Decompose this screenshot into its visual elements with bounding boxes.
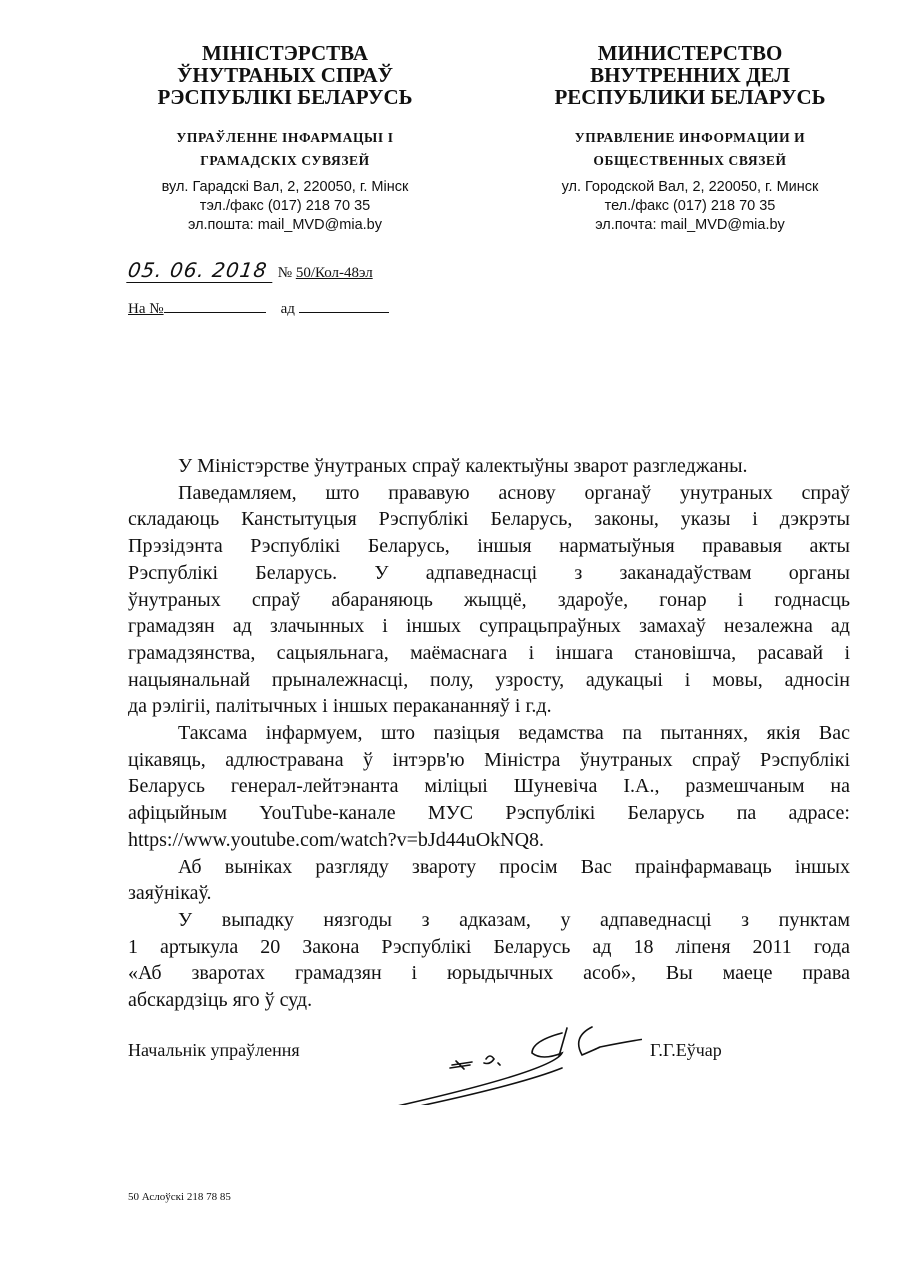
body-line: грамадзян ад злачынных і іншых супрацьпраўных замахаў незалежна ад bbox=[128, 615, 850, 638]
body-line: афіцыйным YouTube-канале МУС Рэспублікі Беларусь па адрасе: bbox=[128, 802, 850, 825]
email: эл.почта: mail_MVD@mia.by bbox=[595, 217, 785, 233]
body-line: 1 артыкула 20 Закона Рэспублікі Беларусь ад 18 ліпеня 2011 года bbox=[128, 935, 850, 958]
handwritten-signature bbox=[332, 1025, 642, 1105]
signatory-name: Г.Г.Еўчар bbox=[650, 1040, 722, 1060]
department-name-ru bbox=[505, 126, 875, 172]
executor-note: 50 Аслоўскі 218 78 85 bbox=[128, 1191, 231, 1203]
body-line: ўнутраных спраў абараняюць жыццё, здароўе, гонар і годнасць bbox=[128, 588, 850, 611]
paragraph bbox=[128, 854, 850, 907]
reference-line bbox=[128, 300, 389, 318]
paragraph bbox=[128, 907, 850, 1014]
document-number: 50/Кол-48эл bbox=[295, 265, 373, 281]
body-line: Таксама інфармуем, што пазіцыя ведамства па пытаннях, якія Вас bbox=[178, 722, 850, 745]
contact-address-by bbox=[100, 178, 470, 235]
street-address: вул. Гарадскі Вал, 2, 220050, г. Мінск bbox=[161, 179, 409, 195]
body-line: Аб выніках разгляду звароту просім Вас праінфармаваць іншых bbox=[178, 855, 850, 878]
phone-fax: тел./факс (017) 218 70 35 bbox=[604, 198, 776, 214]
ref-number-blank bbox=[164, 300, 266, 313]
registration-line bbox=[128, 258, 373, 283]
body-line: Беларусь генерал-лейтэнанта міліцыі Шуневіча І.А., размешчаным на bbox=[128, 775, 850, 798]
paragraph bbox=[128, 453, 850, 480]
ref-label: На № bbox=[128, 301, 164, 317]
department-line: УПРАВЛЕНИЕ ИНФОРМАЦИИ И bbox=[574, 130, 806, 145]
handwritten-date: 05. 06. 2018 bbox=[126, 258, 276, 283]
body-line: «Аб зваротах грамадзян і юрыдычных асоб», Вы маеце права bbox=[128, 962, 850, 985]
street-address: ул. Городской Вал, 2, 220050, г. Минск bbox=[561, 179, 819, 195]
body-line: складаюць Канстытуцыя Рэспублікі Беларусь, законы, указы і дэкрэты bbox=[128, 508, 850, 531]
letterhead-russian bbox=[505, 42, 875, 235]
body-line: У выпадку нязгоды з адказам, у адпаведнасці з пунктам bbox=[178, 908, 850, 931]
body-line: да рэлігіі, палітычных і іншых перакананняў і г.д. bbox=[128, 695, 552, 718]
ministry-line: МИНИСТЕРСТВО bbox=[597, 41, 783, 65]
email: эл.пошта: mail_MVD@mia.by bbox=[187, 217, 382, 233]
body-line: Паведамляем, што прававую аснову органаў унутраных спраў bbox=[178, 481, 850, 504]
body-line: цікавяць, адлюстравана ў інтэрв'ю Міністра ўнутраных спраў Рэспублікі bbox=[128, 748, 850, 771]
ministry-line: ЎНУТРАНЫХ СПРАЎ bbox=[176, 63, 394, 87]
body-line: Прэзідэнта Рэспублікі Беларусь, іншыя нарматыўныя прававыя акты bbox=[128, 535, 850, 558]
letter-body bbox=[128, 453, 850, 1014]
department-line: УПРАЎЛЕННЕ ІНФАРМАЦЫІ І bbox=[176, 130, 394, 145]
ministry-line: РЕСПУБЛИКИ БЕЛАРУСЬ bbox=[554, 85, 826, 109]
letterhead-belarusian bbox=[100, 42, 470, 235]
phone-fax: тэл./факс (017) 218 70 35 bbox=[199, 198, 371, 214]
body-line: Рэспублікі Беларусь. У адпаведнасці з заканадаўствам органы bbox=[128, 561, 850, 584]
signatory-position: Начальнік упраўлення bbox=[128, 1040, 300, 1060]
ministry-line: ВНУТРЕННИХ ДЕЛ bbox=[590, 63, 790, 87]
body-line: нацыянальнай прыналежнасці, полу, узросту, адукацыі і мовы, адносін bbox=[128, 668, 850, 691]
department-line: ОБЩЕСТВЕННЫХ СВЯЗЕЙ bbox=[593, 153, 787, 168]
paragraph bbox=[128, 720, 850, 854]
body-line: У Міністэрстве ўнутраных спраў калектыўны зварот разгледжаны. bbox=[178, 455, 748, 477]
body-line: грамадзянства, сацыяльнага, маёмаснага і іншага становішча, расавай і bbox=[128, 641, 850, 664]
department-name-by bbox=[100, 126, 470, 172]
body-line: абскардзіць яго ў суд. bbox=[128, 989, 313, 1012]
ministry-line: МІНІСТЭРСТВА bbox=[201, 41, 369, 65]
ministry-line: РЭСПУБЛІКІ БЕЛАРУСЬ bbox=[157, 85, 413, 109]
body-line: https://www.youtube.com/watch?v=bJd44uOkNQ8. bbox=[128, 828, 545, 851]
body-line: заяўнікаў. bbox=[128, 882, 212, 905]
from-label: ад bbox=[280, 301, 295, 317]
ministry-name-by bbox=[100, 42, 470, 108]
number-label: № bbox=[277, 265, 293, 281]
paragraph bbox=[128, 480, 850, 720]
department-line: ГРАМАДСКІХ СУВЯЗЕЙ bbox=[200, 153, 370, 168]
contact-address-ru bbox=[505, 178, 875, 235]
ref-date-blank bbox=[299, 300, 389, 313]
ministry-name-ru bbox=[505, 42, 875, 108]
